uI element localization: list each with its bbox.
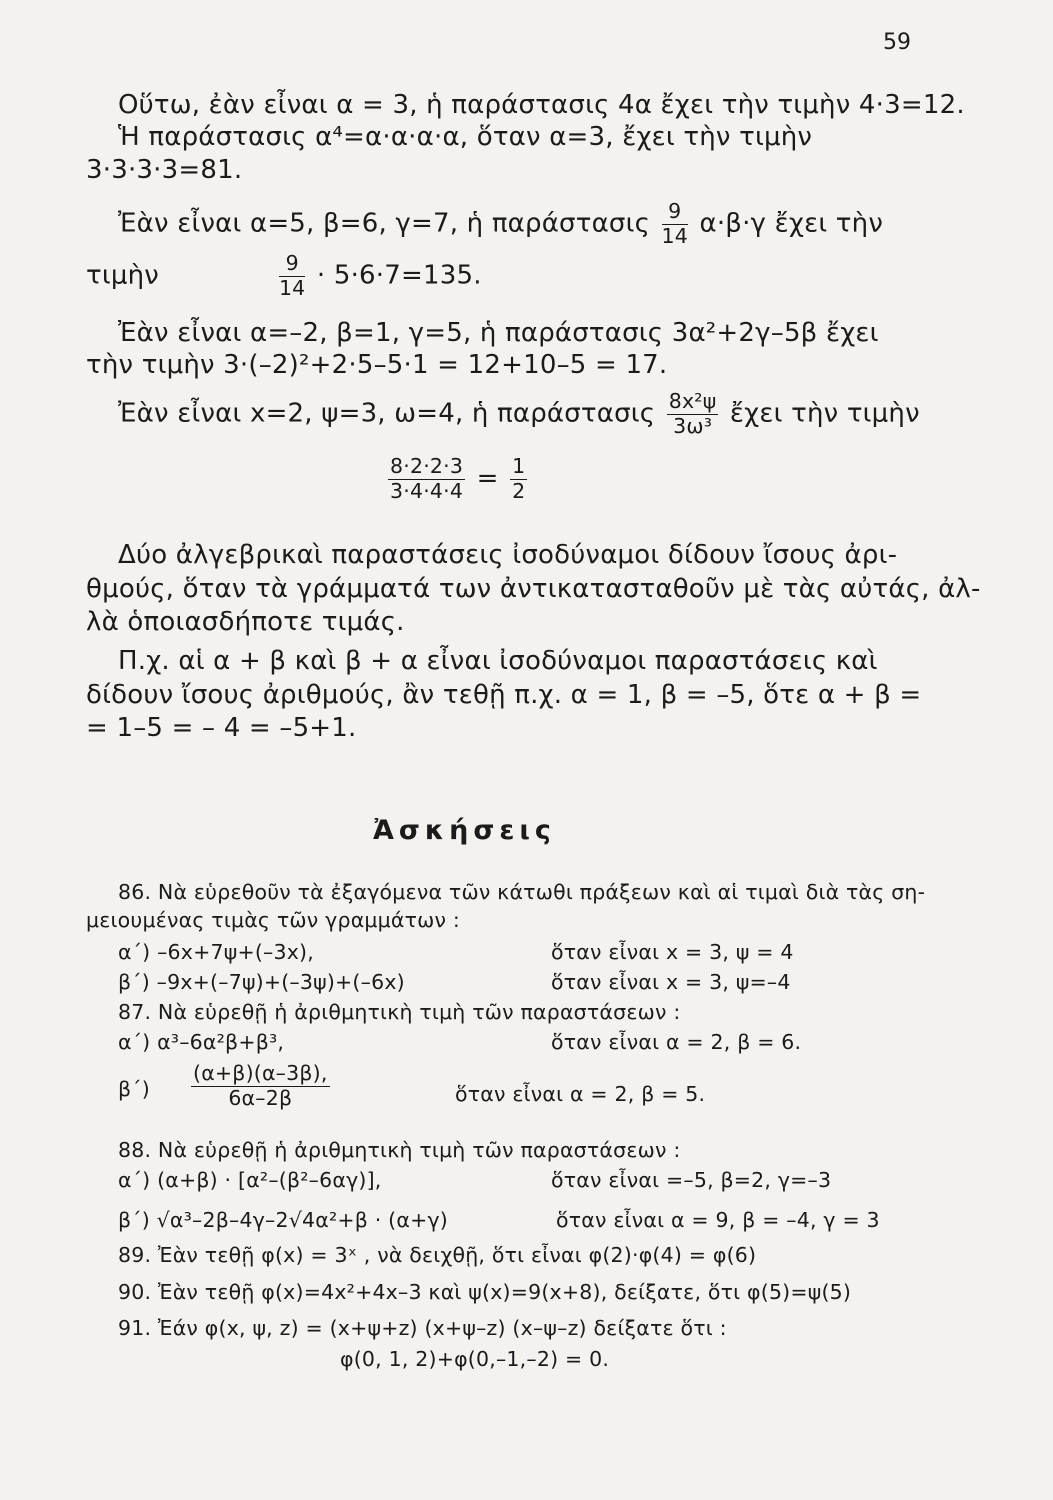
text-line: λὰ ὁποιασδήποτε τιμάς.	[86, 607, 405, 637]
exercise-86a-expression: α΄) –6x+7ψ+(–3x),	[118, 940, 314, 964]
fraction-numerator: 9	[279, 252, 306, 277]
exercise-86b-condition: ὅταν εἶναι x = 3, ψ=–4	[551, 970, 791, 994]
exercise-87a-expression: α΄) α³–6α²β+β³,	[118, 1030, 285, 1054]
fraction-denominator: 14	[278, 275, 306, 300]
text-segment: ἔχει τὴν τιμὴν	[729, 398, 920, 429]
text-segment: α·β·γ ἔχει τὴν	[699, 208, 884, 239]
text-line	[86, 252, 482, 300]
exercise-88a-expression: α΄) (α+β) · [α²–(β²–6αγ)],	[118, 1168, 382, 1192]
fraction	[662, 200, 689, 248]
text-line: Ἐὰν εἶναι α=–2, β=1, γ=5, ἡ παράστασις 3α²+2γ–5β ἔχει	[118, 318, 879, 348]
text-segment: · 5·6·7=135.	[316, 260, 482, 291]
exercise-87b-condition: ὅταν εἶναι α = 2, β = 5.	[455, 1082, 706, 1106]
exercise-87a-condition: ὅταν εἶναι α = 2, β = 6.	[551, 1030, 802, 1054]
exercise-90-line: 90. Ἐὰν τεθῇ φ(x)=4x²+4x–3 καὶ ψ(x)=9(x+8), δείξατε, ὅτι φ(5)=ψ(5)	[118, 1280, 852, 1304]
fraction-numerator: 1	[512, 454, 526, 478]
exercise-88b-expression: β΄) √α³–2β–4γ–2√4α²+β · (α+γ)	[118, 1208, 448, 1232]
equation	[385, 455, 530, 503]
text-line: Ἡ παράστασις α⁴=α·α·α·α, ὅταν α=3, ἔχει τὴν τιμὴν	[118, 122, 813, 152]
section-heading: Ἀσκήσεις	[373, 815, 556, 846]
text-line: 3·3·3·3=81.	[86, 155, 243, 185]
text-line: θμούς, ὅταν τὰ γράμματά των ἀντικατασταθοῦν μὲ τὰς αὐτάς, ἀλ-	[86, 574, 981, 604]
text-line: Δύο ἀλγεβρικαὶ παραστάσεις ἰσοδύναμοι δίδουν ἴσους ἀρι-	[118, 540, 898, 570]
text-line	[118, 200, 883, 248]
exercise-86b-expression: β΄) –9x+(–7ψ)+(–3ψ)+(–6x)	[118, 970, 405, 994]
fraction	[191, 1062, 330, 1110]
text-line: Οὕτω, ἐὰν εἶναι α = 3, ἡ παράστασις 4α ἔχει τὴν τιμὴν 4·3=12.	[118, 90, 965, 120]
exercise-86a-condition: ὅταν εἶναι x = 3, ψ = 4	[551, 940, 794, 964]
text-segment: Ἐὰν εἶναι x=2, ψ=3, ω=4, ἡ παράστασις	[118, 398, 656, 429]
exercise-87b-expression	[188, 1062, 333, 1110]
text-line: Π.χ. αἱ α + β καὶ β + α εἶναι ἰσοδύναμοι παραστάσεις καὶ	[118, 646, 878, 676]
equals-sign: =	[476, 463, 499, 494]
fraction-numerator: 8·2·2·3	[390, 454, 464, 478]
exercise-91-line: φ(0, 1, 2)+φ(0,–1,–2) = 0.	[340, 1347, 610, 1371]
fraction-denominator: 3ω³	[673, 413, 713, 438]
text-line: τὴν τιμὴν 3·(–2)²+2·5–5·1 = 12+10–5 = 17.	[86, 350, 668, 380]
exercise-91-line: 91. Ἐάν φ(x, ψ, z) = (x+ψ+z) (x+ψ–z) (x–ψ–z) δείξατε ὅτι :	[118, 1316, 727, 1340]
fraction	[279, 252, 306, 300]
fraction	[510, 455, 527, 503]
text-line: = 1–5 = – 4 = –5+1.	[86, 713, 357, 743]
exercise-87-line: 87. Νὰ εὑρεθῇ ἡ ἀριθμητικὴ τιμὴ τῶν παραστάσεων :	[118, 1000, 681, 1024]
fraction-numerator: 8x²ψ	[668, 389, 717, 413]
exercise-87b-label: β΄)	[118, 1077, 150, 1101]
exercise-86-line: 86. Νὰ εὑρεθοῦν τὰ ἐξαγόμενα τῶν κάτωθι πράξεων καὶ αἱ τιμαὶ διὰ τὰς ση-	[118, 880, 926, 904]
fraction-denominator: 2	[512, 478, 526, 503]
text-line: δίδουν ἴσους ἀριθμούς, ἂν τεθῇ π.χ. α = 1, β = –5, ὅτε α + β =	[86, 680, 922, 710]
text-segment: τιμὴν	[86, 260, 159, 291]
text-line	[118, 390, 920, 438]
fraction	[388, 455, 465, 503]
exercise-88-line: 88. Νὰ εὑρεθῇ ἡ ἀριθμητικὴ τιμὴ τῶν παραστάσεων :	[118, 1138, 681, 1162]
fraction-denominator: 6α–2β	[228, 1085, 293, 1110]
page-number: 59	[883, 30, 911, 55]
fraction-denominator: 14	[661, 223, 689, 248]
exercise-89-line: 89. Ἐὰν τεθῇ φ(x) = 3ˣ , νὰ δειχθῇ, ὅτι εἶναι φ(2)·φ(4) = φ(6)	[118, 1243, 757, 1267]
fraction-numerator: (α+β)(α–3β),	[193, 1061, 328, 1085]
exercise-88a-condition: ὅταν εἶναι =–5, β=2, γ=–3	[551, 1168, 832, 1192]
text-segment: Ἐὰν εἶναι α=5, β=6, γ=7, ἡ παράστασις	[118, 208, 651, 239]
fraction-numerator: 9	[662, 200, 689, 225]
exercise-86-line: μειουμένας τιμὰς τῶν γραμμάτων :	[86, 908, 460, 932]
fraction-denominator: 3·4·4·4	[390, 478, 464, 503]
fraction	[667, 390, 719, 438]
exercise-88b-condition: ὅταν εἶναι α = 9, β = –4, γ = 3	[556, 1208, 880, 1232]
